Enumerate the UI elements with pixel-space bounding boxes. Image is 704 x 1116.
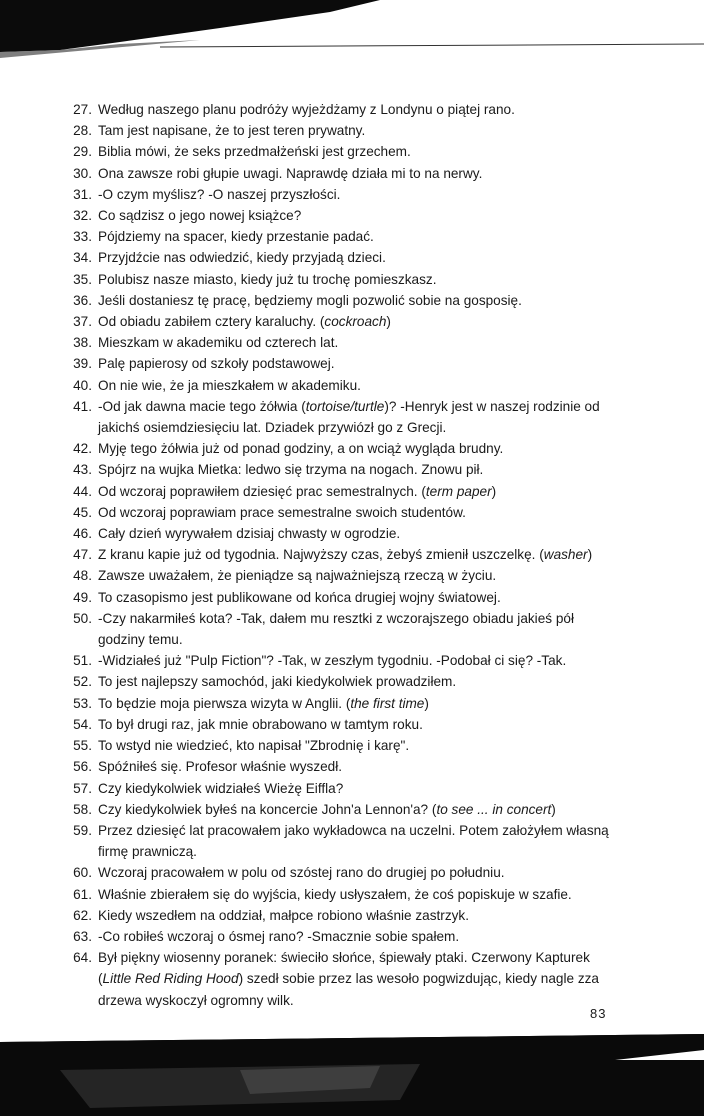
text-segment: Spójrz na wujka Mietka: ledwo się trzyma na nogach. Znowu pił. xyxy=(98,462,484,478)
item-number: 38. xyxy=(73,335,92,351)
text-segment: -Widziałeś już "Pulp Fiction"? -Tak, w zeszłym tygodniu. -Podobał ci się? -Tak. xyxy=(98,653,567,669)
list-item xyxy=(64,247,624,268)
list-item xyxy=(64,671,624,692)
list-item xyxy=(64,502,624,523)
italic-term: the first time xyxy=(350,695,425,711)
item-text xyxy=(98,905,624,926)
list-item xyxy=(64,884,624,905)
list-item xyxy=(64,756,624,777)
item-text xyxy=(98,184,624,205)
item-number: 61. xyxy=(73,886,92,902)
item-number: 36. xyxy=(73,292,92,308)
item-text xyxy=(98,247,624,268)
list-item xyxy=(64,481,624,502)
item-text xyxy=(98,205,624,226)
list-item xyxy=(64,353,624,374)
item-number: 29. xyxy=(73,144,92,160)
item-number: 58. xyxy=(73,801,92,817)
text-segment: Czy kiedykolwiek widziałeś Wieżę Eiffla? xyxy=(98,780,344,796)
item-text xyxy=(98,99,624,120)
item-number: 44. xyxy=(73,483,92,499)
item-number: 42. xyxy=(73,441,92,457)
text-segment: -Co robiłeś wczoraj o ósmej rano? -Smacznie sobie spałem. xyxy=(98,928,460,944)
item-text xyxy=(98,799,624,820)
text-segment: To wstyd nie wiedzieć, kto napisał "Zbrodnię i karę". xyxy=(98,738,410,754)
text-segment: On nie wie, że ja mieszkałem w akademiku. xyxy=(98,377,361,393)
item-text xyxy=(98,226,624,247)
item-text xyxy=(98,523,624,544)
text-segment: Kiedy wszedłem na oddział, małpce robiono właśnie zastrzyk. xyxy=(98,907,469,923)
list-item xyxy=(64,205,624,226)
text-segment: ) xyxy=(587,547,593,563)
list-item xyxy=(64,396,624,438)
list-item xyxy=(64,778,624,799)
item-number: 57. xyxy=(73,780,92,796)
item-text xyxy=(98,311,624,332)
text-segment: Ona zawsze robi głupie uwagi. Naprawdę działa mi to na nerwy. xyxy=(98,165,483,181)
text-segment: Od obiadu zabiłem cztery karaluchy. ( xyxy=(98,314,325,330)
text-segment: Palę papierosy od szkoły podstawowej. xyxy=(98,356,335,372)
item-number: 40. xyxy=(73,377,92,393)
item-number: 41. xyxy=(73,398,92,414)
item-text xyxy=(98,141,624,162)
text-segment: Właśnie zbierałem się do wyjścia, kiedy usłyszałem, że coś popiskuje w szafie. xyxy=(98,886,572,902)
item-text xyxy=(98,438,624,459)
list-item xyxy=(64,714,624,735)
item-text xyxy=(98,756,624,777)
item-number: 55. xyxy=(73,738,92,754)
item-number: 45. xyxy=(73,504,92,520)
list-item xyxy=(64,587,624,608)
text-segment: )? -Henryk jest w naszej rodzinie od jakichś osiemdziesięciu lat. Dziadek przywiózł go z Grecji. xyxy=(98,398,600,436)
text-segment: -Czy nakarmiłeś kota? -Tak, dałem mu resztki z wczorajszego obiadu jakieś pół godziny temu. xyxy=(98,610,574,648)
scan-shadow-bottom xyxy=(0,1030,704,1116)
text-segment: ) xyxy=(424,695,429,711)
item-number: 51. xyxy=(73,653,92,669)
item-text xyxy=(98,693,624,714)
list-item xyxy=(64,820,624,862)
item-number: 47. xyxy=(73,547,92,563)
item-number: 43. xyxy=(73,462,92,478)
text-segment: -O czym myślisz? -O naszej przyszłości. xyxy=(98,186,341,202)
list-item xyxy=(64,290,624,311)
list-item xyxy=(64,269,624,290)
list-item xyxy=(64,650,624,671)
item-number: 30. xyxy=(73,165,92,181)
item-number: 53. xyxy=(73,695,92,711)
item-number: 56. xyxy=(73,759,92,775)
item-number: 64. xyxy=(73,950,92,966)
item-number: 28. xyxy=(73,123,92,139)
item-number: 34. xyxy=(73,250,92,266)
italic-term: Little Red Riding Hood xyxy=(102,971,239,987)
italic-term: cockroach xyxy=(324,314,387,330)
text-segment: Polubisz nasze miasto, kiedy już tu trochę pomieszkasz. xyxy=(98,271,437,287)
item-text xyxy=(98,269,624,290)
list-item xyxy=(64,926,624,947)
item-text xyxy=(98,587,624,608)
item-number: 48. xyxy=(73,568,92,584)
list-item xyxy=(64,226,624,247)
text-segment: ) xyxy=(491,483,497,499)
list-item xyxy=(64,608,624,650)
list-item xyxy=(64,311,624,332)
scan-shadow-top xyxy=(0,0,704,60)
text-segment: Z kranu kapie już od tygodnia. Najwyższy czas, żebyś zmienił uszczelkę. ( xyxy=(98,547,544,563)
item-text xyxy=(98,120,624,141)
item-number: 46. xyxy=(73,526,92,542)
item-number: 32. xyxy=(73,208,92,224)
item-text xyxy=(98,290,624,311)
text-segment: Spóźniłeś się. Profesor właśnie wyszedł. xyxy=(98,759,343,775)
item-text xyxy=(98,163,624,184)
list-item xyxy=(64,459,624,480)
italic-term: tortoise/turtle xyxy=(305,398,385,414)
item-number: 35. xyxy=(73,271,92,287)
list-item xyxy=(64,693,624,714)
text-segment: Przez dziesięć lat pracowałem jako wykładowca na uczelni. Potem założyłem własną firmę prawniczą. xyxy=(98,822,609,860)
list-item xyxy=(64,99,624,120)
item-number: 59. xyxy=(73,822,92,838)
text-segment: To jest najlepszy samochód, jaki kiedykolwiek prowadziłem. xyxy=(98,674,457,690)
list-item xyxy=(64,375,624,396)
item-number: 49. xyxy=(73,589,92,605)
item-text xyxy=(98,947,624,1011)
item-text xyxy=(98,608,624,650)
item-text xyxy=(98,884,624,905)
list-item xyxy=(64,735,624,756)
text-segment: ) szedł sobie przez las wesoło pogwizdując, kiedy nagle zza drzewa wyskoczył ogromny wilk. xyxy=(98,971,599,1008)
item-number: 31. xyxy=(73,186,92,202)
item-number: 63. xyxy=(73,928,92,944)
list-item xyxy=(64,141,624,162)
item-text xyxy=(98,671,624,692)
list-item xyxy=(64,565,624,586)
item-text xyxy=(98,396,624,438)
page-number: 83 xyxy=(590,1006,607,1021)
text-segment: Tam jest napisane, że to jest teren prywatny. xyxy=(98,123,366,139)
list-item xyxy=(64,438,624,459)
text-segment: Mieszkam w akademiku od czterech lat. xyxy=(98,335,339,351)
item-text xyxy=(98,459,624,480)
text-segment: Co sądzisz o jego nowej książce? xyxy=(98,208,302,224)
text-segment: Myję tego żółwia już od ponad godziny, a on wciąż wygląda brudny. xyxy=(98,441,504,457)
list-item xyxy=(64,544,624,565)
list-item xyxy=(64,120,624,141)
text-segment: Pójdziemy na spacer, kiedy przestanie padać. xyxy=(98,229,374,245)
item-text xyxy=(98,332,624,353)
item-number: 50. xyxy=(73,610,92,626)
text-segment: To czasopismo jest publikowane od końca drugiej wojny światowej. xyxy=(98,589,501,605)
item-number: 33. xyxy=(73,229,92,245)
list-item xyxy=(64,184,624,205)
item-text xyxy=(98,565,624,586)
item-text xyxy=(98,862,624,883)
item-number: 37. xyxy=(73,314,92,330)
text-segment: ) xyxy=(386,314,391,330)
item-number: 52. xyxy=(73,674,92,690)
text-segment: Wczoraj pracowałem w polu od szóstej rano do drugiej po południu. xyxy=(98,865,505,881)
item-number: 62. xyxy=(73,907,92,923)
item-text xyxy=(98,650,624,671)
text-segment: Biblia mówi, że seks przedmałżeński jest grzechem. xyxy=(98,144,411,160)
list-item xyxy=(64,163,624,184)
text-segment: ) xyxy=(551,801,556,817)
list-item xyxy=(64,799,624,820)
text-segment: Cały dzień wyrywałem dzisiaj chwasty w ogrodzie. xyxy=(98,526,401,542)
text-segment: To był drugi raz, jak mnie obrabowano w tamtym roku. xyxy=(98,716,423,732)
list-item xyxy=(64,862,624,883)
italic-term: washer xyxy=(543,547,588,563)
item-text xyxy=(98,481,624,502)
text-segment: To będzie moja pierwsza wizyta w Anglii. ( xyxy=(98,695,351,711)
item-text xyxy=(98,714,624,735)
item-text xyxy=(98,375,624,396)
text-segment: Od wczoraj poprawiam prace semestralne swoich studentów. xyxy=(98,504,466,520)
text-segment: Od wczoraj poprawiłem dziesięć prac semestralnych. ( xyxy=(98,483,426,499)
item-text xyxy=(98,735,624,756)
text-segment: Był piękny wiosenny poranek: świeciło słońce, śpiewały ptaki. Czerwony Kapturek ( xyxy=(98,950,590,987)
list-item xyxy=(64,905,624,926)
text-segment: Czy kiedykolwiek byłeś na koncercie John'a Lennon'a? ( xyxy=(98,801,437,817)
text-segment: Zawsze uważałem, że pieniądze są najważniejszą rzeczą w życiu. xyxy=(98,568,497,584)
exercise-list xyxy=(64,99,624,1011)
item-number: 60. xyxy=(73,865,92,881)
item-text xyxy=(98,778,624,799)
italic-term: to see ... in concert xyxy=(436,801,552,817)
item-number: 39. xyxy=(73,356,92,372)
text-segment: Jeśli dostaniesz tę pracę, będziemy mogli pozwolić sobie na gosposię. xyxy=(98,292,522,308)
item-text xyxy=(98,502,624,523)
item-text xyxy=(98,820,624,862)
text-segment: Przyjdźcie nas odwiedzić, kiedy przyjadą dzieci. xyxy=(98,250,386,266)
list-item xyxy=(64,523,624,544)
item-text xyxy=(98,926,624,947)
text-segment: Według naszego planu podróży wyjeżdżamy z Londynu o piątej rano. xyxy=(98,102,515,117)
item-text xyxy=(98,544,624,565)
text-segment: -Od jak dawna macie tego żółwia ( xyxy=(98,398,306,414)
item-number: 54. xyxy=(73,716,92,732)
italic-term: term paper xyxy=(425,483,492,499)
item-number: 27. xyxy=(73,102,92,117)
item-text xyxy=(98,353,624,374)
list-item xyxy=(64,332,624,353)
list-item xyxy=(64,947,624,1011)
